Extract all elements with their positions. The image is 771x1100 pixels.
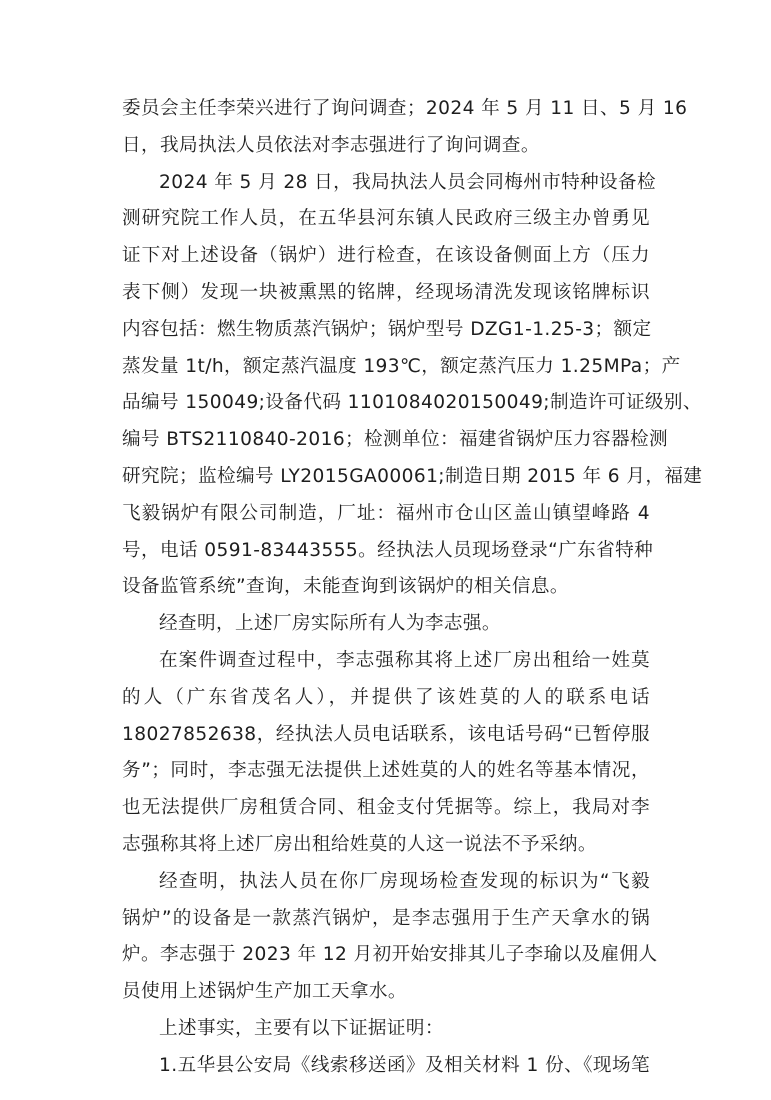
text-line: 表下侧）发现一块被熏黑的铭牌，经现场清洗发现该铭牌标识 xyxy=(122,281,650,303)
text-line: 内容包括：燃生物质蒸汽锅炉；锅炉型号 DZG1-1.25-3；额定 xyxy=(122,318,652,340)
text-line: 品编号 150049;设备代码 1101084020150049;制造许可证级别、 xyxy=(122,392,702,414)
text-line: 设备监管系统”查询，未能查询到该锅炉的相关信息。 xyxy=(122,576,569,598)
paragraph-start-line: 1.五华县公安局《线索移送函》及相关材料 1 份、《现场笔 xyxy=(159,1054,650,1076)
text-line: 飞毅锅炉有限公司制造，厂址：福州市仓山区盖山镇望峰路 4 xyxy=(122,502,650,524)
text-line: 员使用上述锅炉生产加工天拿水。 xyxy=(122,981,407,1003)
text-line: 号，电话 0591-83443555。经执法人员现场登录“广东省特种 xyxy=(122,539,654,561)
paragraph-start-line: 上述事实，主要有以下证据证明： xyxy=(159,1017,444,1039)
text-line: 证下对上述设备（锅炉）进行检查，在该设备侧面上方（压力 xyxy=(122,245,650,267)
text-line: 18027852638，经执法人员电话联系，该电话号码“已暂停服 xyxy=(122,723,650,745)
paragraph-start-line: 经查明，执法人员在你厂房现场检查发现的标识为“飞毅 xyxy=(159,870,650,892)
text-line: 炉。李志强于 2023 年 12 月初开始安排其儿子李瑜以及雇佣人 xyxy=(122,944,658,966)
text-line: 锅炉”的设备是一款蒸汽锅炉，是李志强用于生产天拿水的锅 xyxy=(122,907,650,929)
text-line: 日，我局执法人员依法对李志强进行了询问调查。 xyxy=(122,134,540,156)
text-line: 委员会主任李荣兴进行了询问调查；2024 年 5 月 11 日、5 月 16 xyxy=(122,98,688,119)
text-line: 测研究院工作人员，在五华县河东镇人民政府三级主办曾勇见 xyxy=(122,208,650,230)
text-line: 志强称其将上述厂房出租给姓莫的人这一说法不予采纳。 xyxy=(122,833,597,855)
text-line: 蒸发量 1t/h，额定蒸汽温度 193℃，额定蒸汽压力 1.25MPa；产 xyxy=(122,355,681,377)
document-body xyxy=(122,91,703,1085)
paragraph-start-line: 2024 年 5 月 28 日，我局执法人员会同梅州市特种设备检 xyxy=(159,171,657,193)
text-line: 也无法提供厂房租赁合同、租金支付凭据等。综上，我局对李 xyxy=(122,797,650,819)
paragraph-start-line: 在案件调查过程中，李志强称其将上述厂房出租给一姓莫 xyxy=(159,649,650,671)
text-line: 的人（广东省茂名人），并提供了该姓莫的人的联系电话 xyxy=(122,686,650,708)
text-line: 务”；同时，李志强无法提供上述姓莫的人的姓名等基本情况， xyxy=(122,760,650,782)
paragraph-start-line: 经查明，上述厂房实际所有人为李志强。 xyxy=(159,613,501,635)
text-line: 研究院；监检编号 LY2015GA00061;制造日期 2015 年 6 月，福建 xyxy=(122,465,703,487)
text-line: 编号 BTS2110840-2016；检测单位：福建省锅炉压力容器检测 xyxy=(122,429,668,451)
